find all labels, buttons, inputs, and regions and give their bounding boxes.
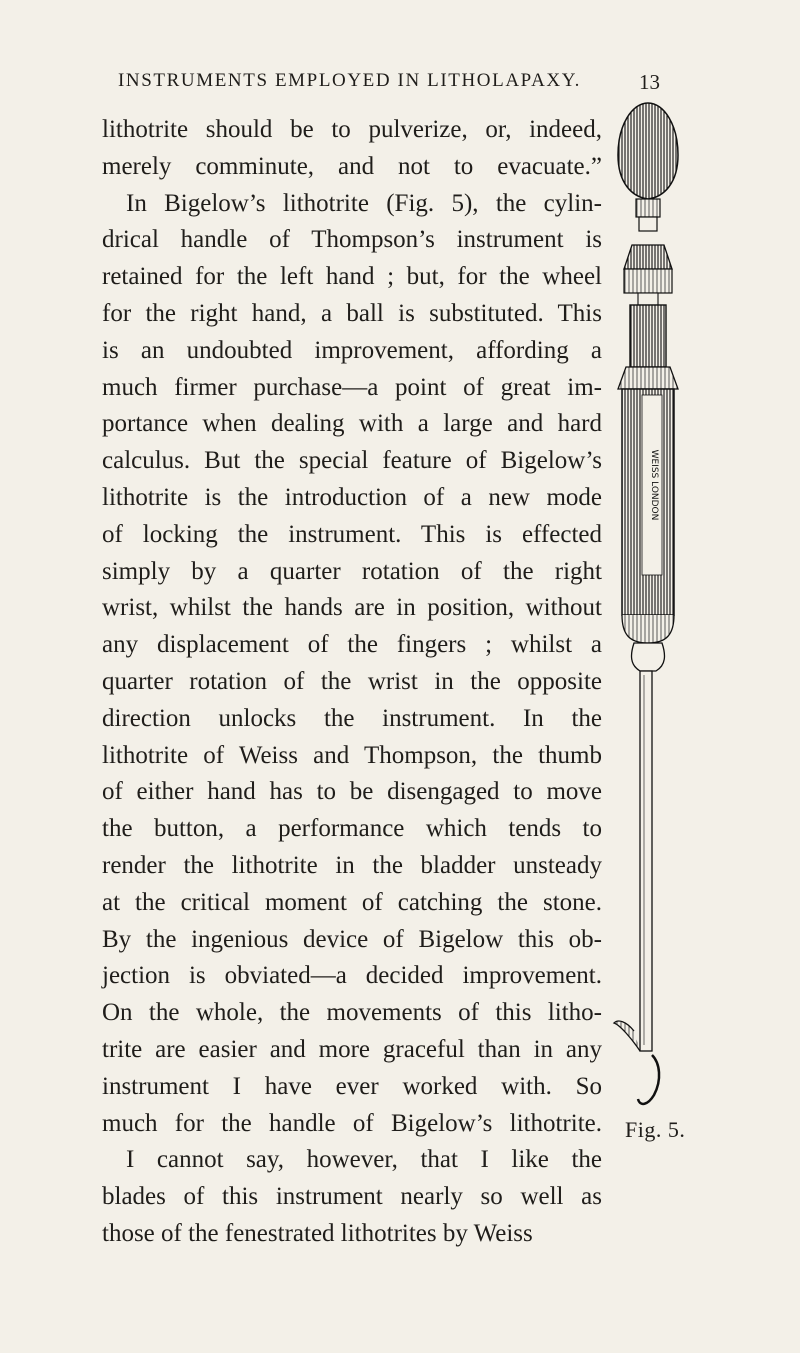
ball-handle bbox=[618, 103, 678, 199]
text-line: render the lithotrite in the bladder unsteady bbox=[102, 851, 602, 879]
text-line: quarter rotation of the wrist in the opposite bbox=[102, 667, 602, 695]
text-line: those of the fenestrated lithotrites by Weiss bbox=[102, 1219, 533, 1247]
lithotrite-illustration bbox=[612, 95, 684, 1110]
text-line: trite are easier and more graceful than in any bbox=[102, 1035, 602, 1063]
text-line: lithotrite should be to pulverize, or, indeed, bbox=[102, 116, 602, 143]
text-line: jection is obviated—a decided improvement. bbox=[102, 962, 602, 990]
text-line: I cannot say, however, that I like the bbox=[126, 1146, 602, 1174]
grip-flare bbox=[618, 367, 678, 389]
lithotrite-drawing bbox=[612, 95, 684, 1110]
text-line: On the whole, the movements of this litho- bbox=[102, 999, 602, 1027]
ball-neck bbox=[639, 217, 657, 231]
text-line: lithotrite of Weiss and Thompson, the thumb bbox=[102, 741, 602, 769]
text-line: at the critical moment of catching the stone. bbox=[102, 888, 602, 916]
text-line: simply by a quarter rotation of the right bbox=[102, 557, 602, 585]
text-line: of locking the instrument. This is effected bbox=[102, 520, 602, 548]
text-line: In Bigelow’s lithotrite (Fig. 5), the cylin- bbox=[126, 189, 602, 217]
female-blade bbox=[638, 1055, 659, 1104]
shaft-shoulder bbox=[632, 643, 665, 671]
body-text bbox=[102, 112, 602, 1253]
figure-caption: Fig. 5. bbox=[625, 1117, 686, 1142]
engraved-maker-mark: WEISS LONDON bbox=[649, 449, 659, 521]
text-line: By the ingenious device of Bigelow this ob- bbox=[102, 925, 602, 953]
handle-base-cap bbox=[622, 615, 674, 643]
instrument-shaft bbox=[640, 671, 652, 1051]
text-line: for the right hand, a ball is substituted. This bbox=[102, 299, 602, 327]
male-blade bbox=[614, 1021, 640, 1051]
text-line: wrist, whilst the hands are in position, without bbox=[102, 594, 602, 622]
text-line: of either hand has to be disengaged to move bbox=[102, 778, 602, 806]
ball-collar bbox=[636, 199, 660, 217]
text-line: calculus. But the special feature of Bigelow’s bbox=[102, 447, 602, 475]
text-line: the button, a performance which tends to bbox=[102, 815, 602, 843]
text-line: portance when dealing with a large and hard bbox=[102, 410, 602, 438]
text-line: much for the handle of Bigelow’s lithotrite. bbox=[102, 1109, 602, 1137]
text-line: drical handle of Thompson’s instrument is bbox=[102, 226, 602, 254]
text-line: merely comminute, and not to evacuate.” bbox=[102, 152, 602, 180]
text-line: much firmer purchase—a point of great im- bbox=[102, 373, 602, 401]
text-line: direction unlocks the instrument. In the bbox=[102, 704, 602, 732]
text-line: instrument I have ever worked with. So bbox=[102, 1072, 602, 1100]
flared-collar bbox=[624, 245, 672, 269]
collar-rim bbox=[624, 269, 672, 293]
text-line: any displacement of the fingers ; whilst a bbox=[102, 631, 602, 659]
collar-stem bbox=[638, 293, 658, 305]
page-number: 13 bbox=[639, 70, 660, 94]
text-line: is an undoubted improvement, affording a bbox=[102, 336, 602, 364]
text-line: lithotrite is the introduction of a new mode bbox=[102, 483, 602, 511]
running-head: INSTRUMENTS EMPLOYED IN LITHOLAPAXY. bbox=[118, 70, 581, 91]
text-line: retained for the left hand ; but, for the wheel bbox=[102, 263, 602, 291]
upper-grip bbox=[630, 305, 666, 367]
text-line: blades of this instrument nearly so well as bbox=[102, 1183, 602, 1211]
